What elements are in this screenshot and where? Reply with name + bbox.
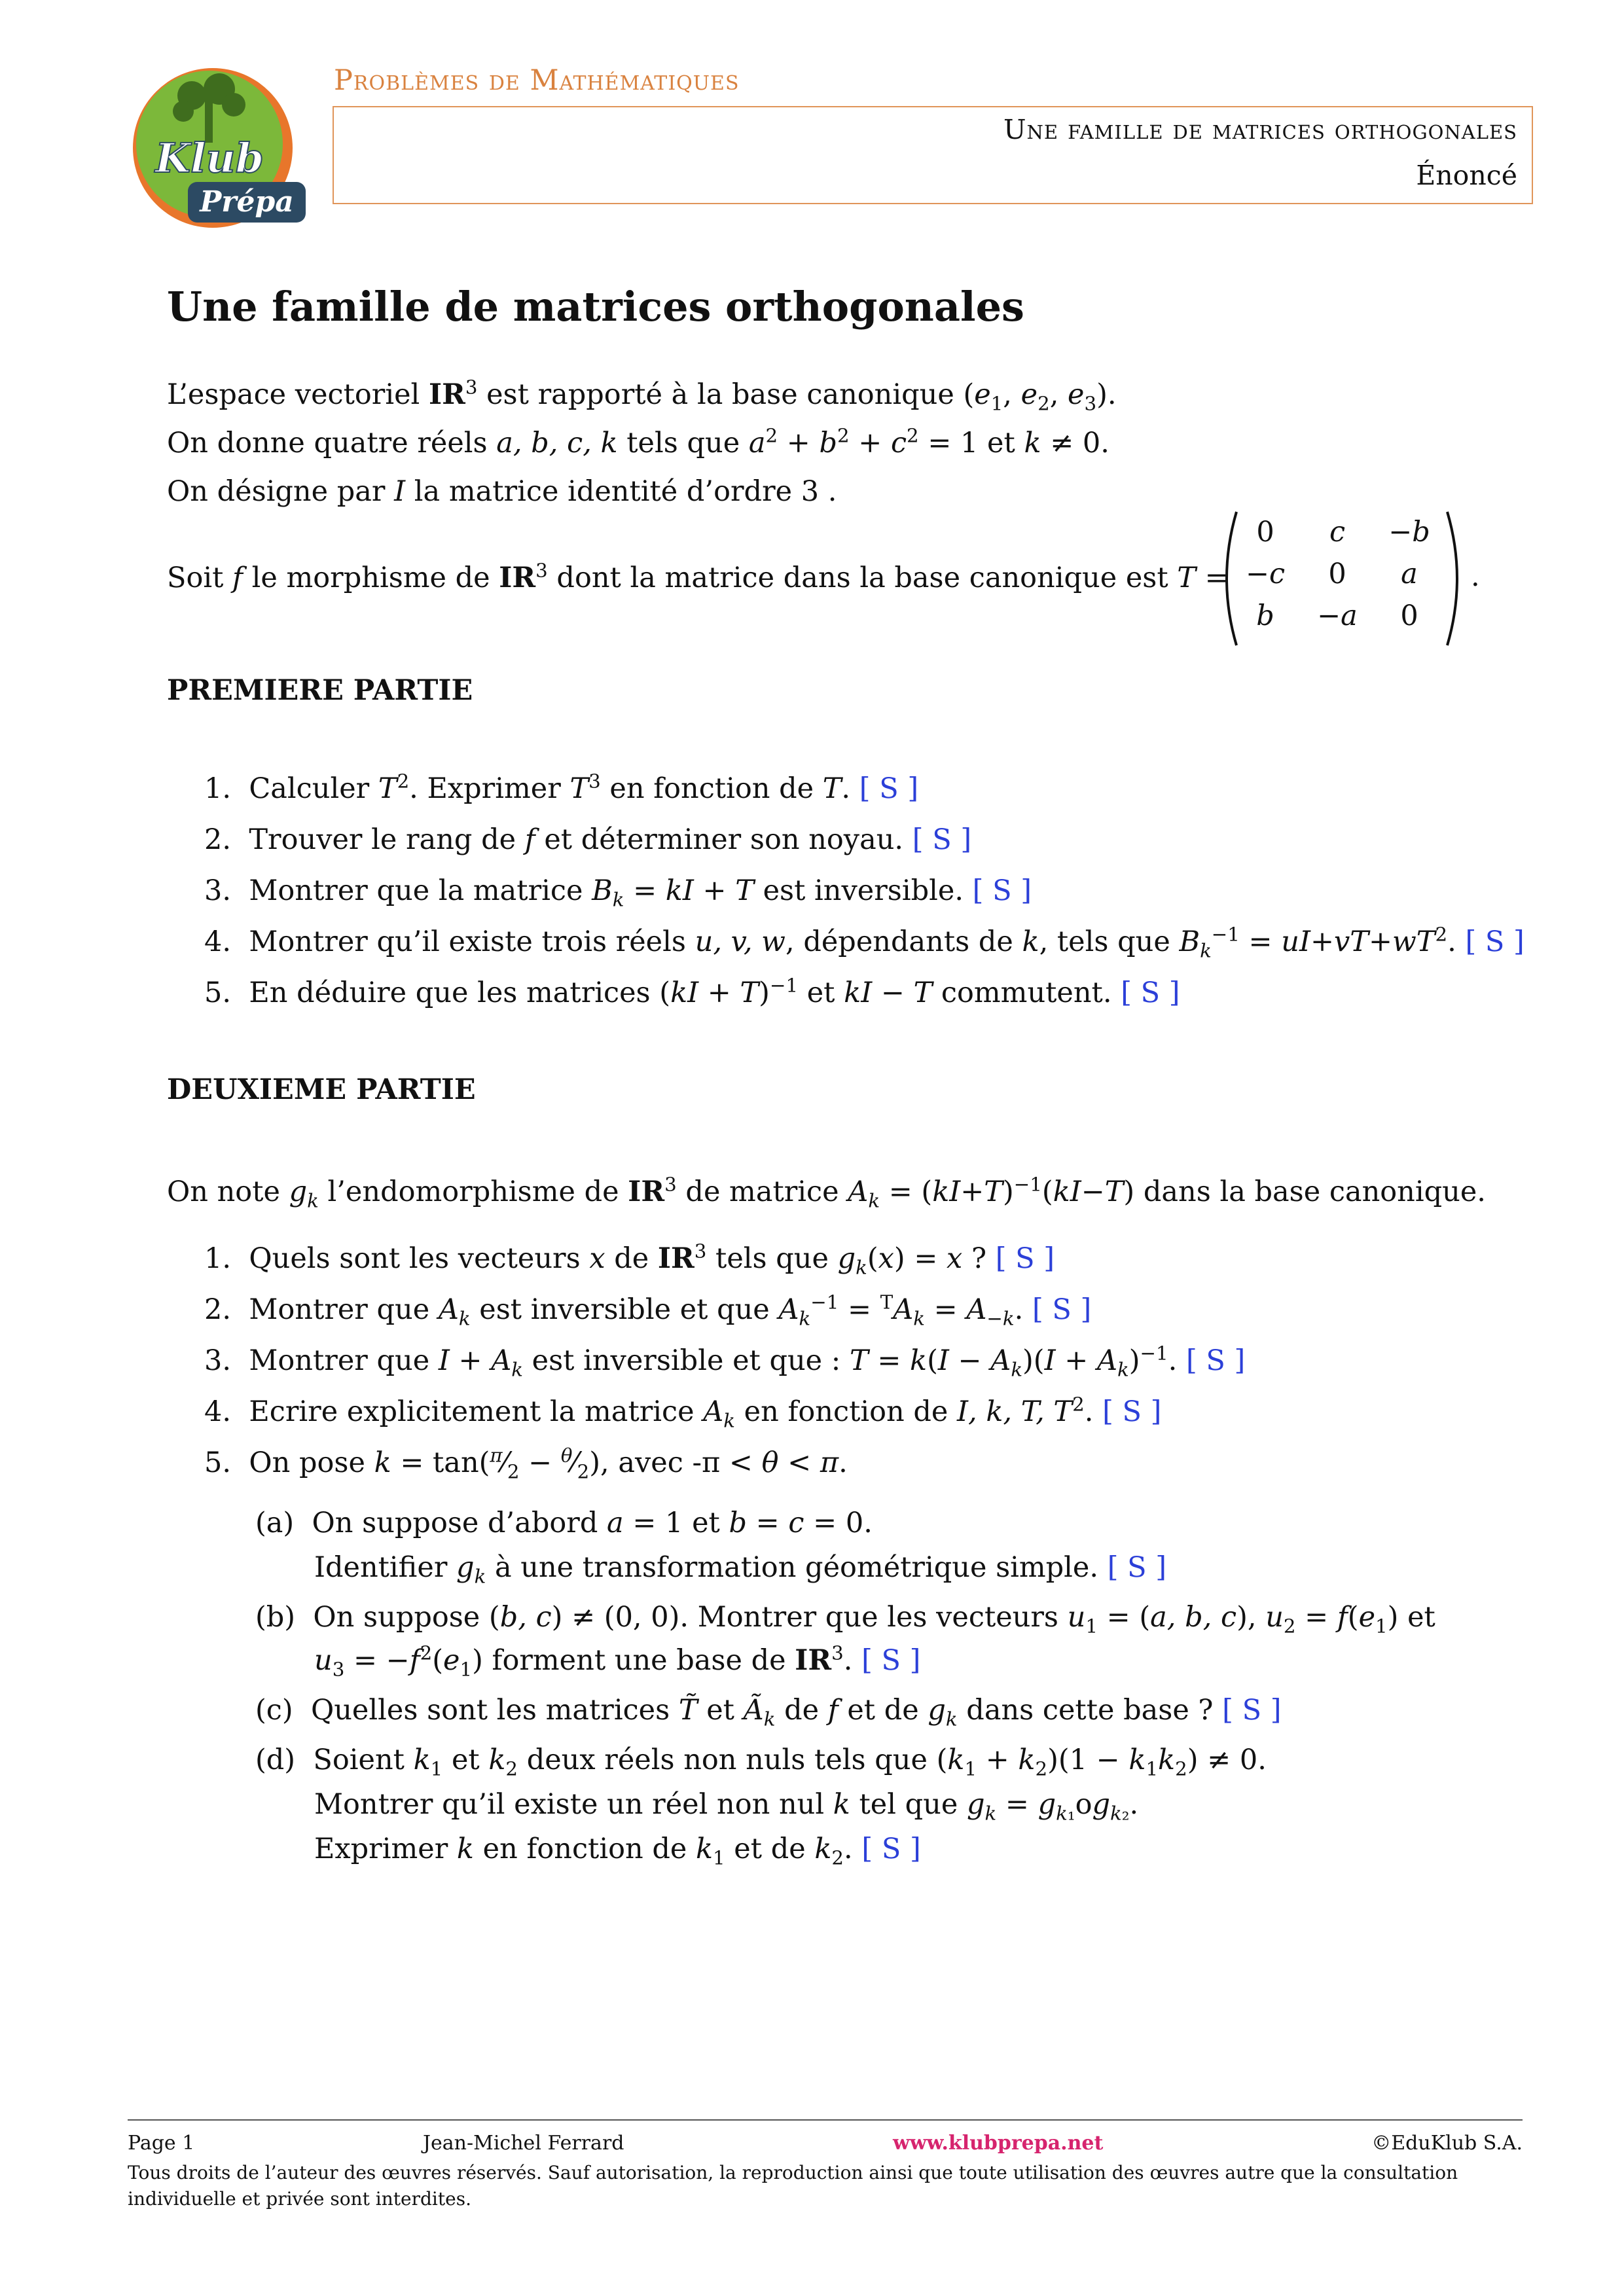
footer-website-link[interactable]: www.klubprepa.net	[893, 2132, 1104, 2155]
matrix-cell: 0	[1256, 516, 1274, 548]
footer-rule	[128, 2119, 1523, 2121]
matrix-cell: −c	[1245, 558, 1286, 590]
matrix-cell: c	[1329, 516, 1346, 548]
p2-q5a: (a) On suppose d’abord a = 1 et b = c = 0.	[255, 1507, 873, 1539]
logo-text-prepa: Prépa	[200, 185, 294, 219]
p2-q1: 1. Quels sont les vecteurs x de $IR^3$ tels que $g_k(x) = x$ ? [ S ]	[204, 1240, 1055, 1279]
solution-link[interactable]: [ S ]	[1121, 977, 1180, 1009]
intro-line-4: Soit f le morphisme de $IR^3$ dont la matrice dans la base canonique est T =	[167, 559, 1229, 594]
part1-heading: PREMIERE PARTIE	[167, 674, 473, 707]
intro-line-2: On donne quatre réels a, b, c, k tels que $a^2 + b^2 + c^2 = 1$ et k ≠ 0.	[167, 424, 1110, 459]
solution-link[interactable]: [ S ]	[861, 1644, 921, 1677]
doc-kind: Énoncé	[1416, 160, 1517, 191]
p2-q5c: (c) Quelles sont les matrices T̃ et $Ã_k$ de f et de $g_k$ dans cette base ? [ S ]	[255, 1694, 1282, 1731]
page-title: Une famille de matrices orthogonales	[167, 283, 1024, 331]
solution-link[interactable]: [ S ]	[1107, 1551, 1167, 1584]
solution-link[interactable]: [ S ]	[1032, 1293, 1092, 1326]
intro-line-1: L’espace vectoriel $IR^3$ est rapporté à la base canonique ($e_1$, $e_2$, $e_3$).	[167, 376, 1117, 415]
p2-q2: 2. Montrer que $A_k$ est inversible et que $A_k^{-1} = ^TA_k = A_{-k}$. [ S ]	[204, 1291, 1092, 1330]
matrix-cell: 0	[1400, 600, 1418, 632]
p1-q4: 4. Montrer qu’il existe trois réels u, v, w, dépendants de k, tels que $B_k^{-1} = uI+vT+wT^2$. [ S ]	[204, 923, 1525, 962]
p2-q3: 3. Montrer que $I + A_k$ est inversible et que : $T = k(I - A_k)(I + A_k)^{-1}$. [ S ]	[204, 1342, 1246, 1381]
p2-q5d: (d) Soient $k_1$ et $k_2$ deux réels non nuls tels que $(k_1 + k_2)(1 - k_1k_2) \ne 0$.	[255, 1744, 1267, 1780]
p2-q5d-3: Exprimer k en fonction de $k_1$ et de $k_2$. [ S ]	[314, 1833, 921, 1869]
p2-q5b-2: $u_3 = -f^2(e_1)$ forment une base de $IR^3$. [ S ]	[314, 1641, 921, 1681]
solution-link[interactable]: [ S ]	[972, 874, 1032, 907]
matrix-cell: 0	[1328, 558, 1346, 590]
solution-link[interactable]: [ S ]	[1102, 1395, 1162, 1428]
p2-q5b: (b) On suppose (b, c) ≠ (0, 0). Montrer que les vecteurs $u_1 = (a$, b, c), $u_2 = f(e_1)$ et	[255, 1601, 1435, 1638]
matrix-right-paren	[1443, 509, 1470, 648]
matrix-T: 0 c −b −c 0 a b −a 0 .	[1214, 509, 1476, 648]
footer-rights-1: Tous droits de l’auteur des œuvres réservés. Sauf autorisation, la reproduction ainsi que toute utilisation des œuvres autre que la consultation	[128, 2162, 1458, 2183]
solution-link[interactable]: [ S ]	[1465, 925, 1525, 958]
solution-link[interactable]: [ S ]	[1185, 1344, 1246, 1377]
p2-q4: 4. Ecrire explicitement la matrice $A_k$ en fonction de I, k, T, $T^2$. [ S ]	[204, 1393, 1162, 1432]
p1-q5: 5. En déduire que les matrices (kI + T)$^{-1}$ et kI − T commutent. [ S ]	[204, 974, 1180, 1009]
p1-q3: 3. Montrer que la matrice $B_k$ = kI + T est inversible. [ S ]	[204, 874, 1032, 911]
series-title: Problèmes de Mathématiques	[334, 64, 740, 97]
p1-q2: 2. Trouver le rang de f et déterminer son noyau. [ S ]	[204, 823, 972, 856]
p2-q5: 5. On pose $k = \tan(^\pi⁄_2$ − $^\theta⁄_2$), avec -π < θ < π.	[204, 1444, 848, 1483]
klubprepa-logo	[115, 58, 312, 233]
p1-q1: 1. Calculer $T^2$. Exprimer $T^3$ en fonction de T. [ S ]	[204, 770, 919, 805]
matrix-cell: −b	[1388, 516, 1430, 548]
footer-page: Page 1	[128, 2132, 195, 2155]
matrix-cell: b	[1256, 600, 1274, 632]
footer-author: Jean-Michel Ferrard	[423, 2132, 624, 2155]
footer-rights-2: individuelle et privée sont interdites.	[128, 2188, 471, 2210]
matrix-cell: −a	[1317, 600, 1358, 632]
solution-link[interactable]: [ S ]	[995, 1242, 1055, 1275]
logo-text-klub: Klub	[155, 134, 264, 182]
p2-q5d-2: Montrer qu’il existe un réel non nul k tel que $g_k = g_{k_1}og_{k_2}$.	[314, 1788, 1139, 1825]
intro-line-3: On désigne par I la matrice identité d’ordre 3 .	[167, 475, 837, 508]
solution-link[interactable]: [ S ]	[861, 1833, 921, 1865]
solution-link[interactable]: [ S ]	[859, 772, 919, 805]
part2-heading: DEUXIEME PARTIE	[167, 1073, 476, 1106]
solution-link[interactable]: [ S ]	[912, 823, 972, 856]
part2-intro: On note $g_k$ l’endomorphisme de $IR^3$ de matrice $A_k = (kI+T)^{-1}(kI-T)$ dans la base canonique.	[167, 1173, 1486, 1212]
solution-link[interactable]: [ S ]	[1222, 1694, 1282, 1727]
footer-copyright: ©EduKlub S.A.	[1371, 2132, 1523, 2155]
matrix-cell: a	[1401, 558, 1418, 590]
header-box	[333, 106, 1533, 204]
doc-subtitle: Une famille de matrices orthogonales	[1003, 114, 1517, 145]
p2-q5a-2: Identifier $g_k$ à une transformation géométrique simple. [ S ]	[314, 1551, 1167, 1588]
